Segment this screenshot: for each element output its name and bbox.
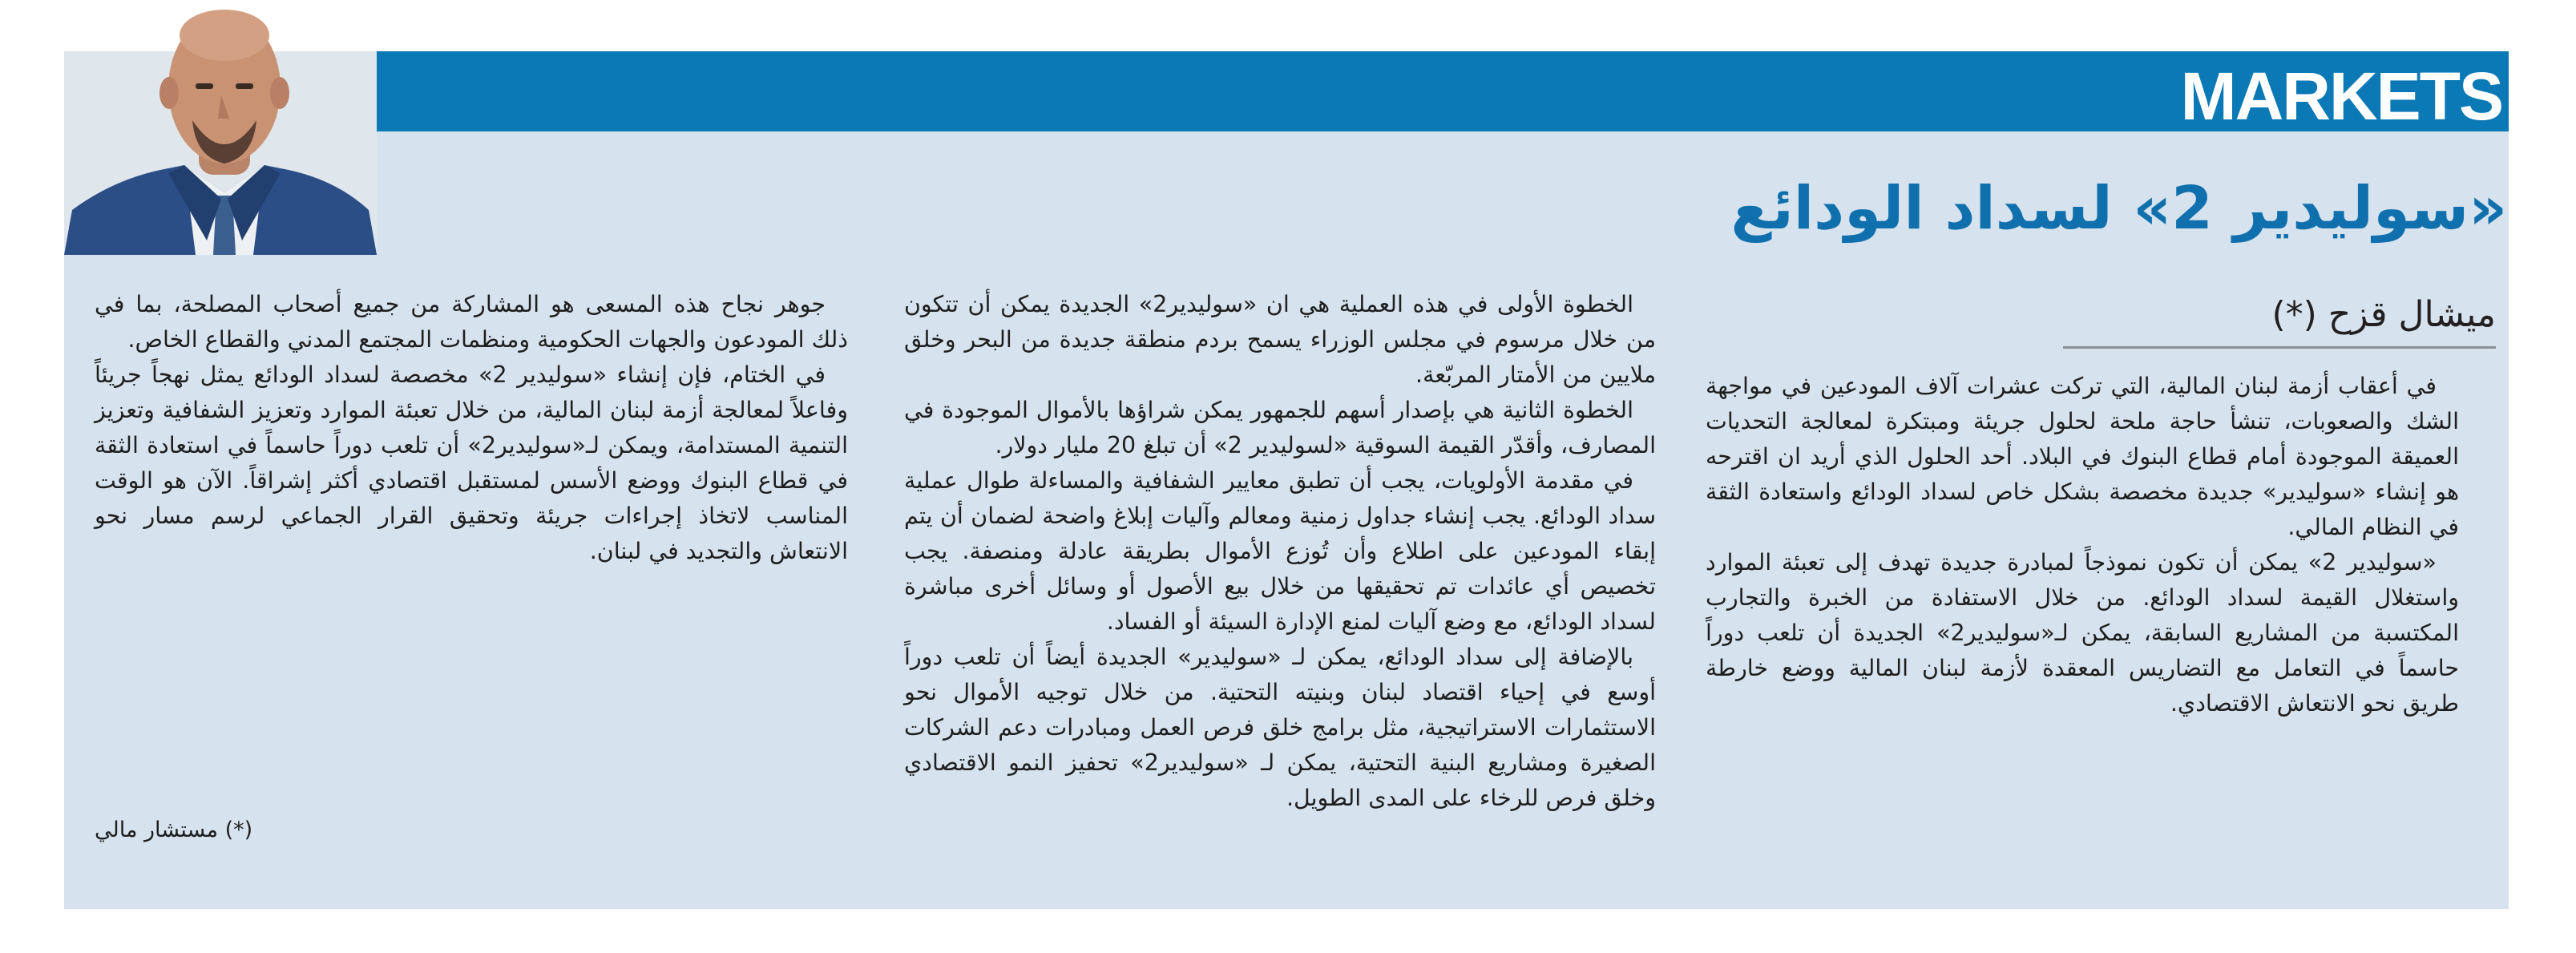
article-paragraph: بالإضافة إلى سداد الودائع، يمكن لـ «سوليدير» الجديدة أيضاً أن تلعب دوراً أوسع في إحياء اقتصاد لبنان وبنيته التحتية. من خلال توجيه الأموال نحو الاستثمارات الاستراتيجية، مثل برامج خلق فرص العمل ومبادرات دعم الشركات الصغيرة ومشاريع البنية التحتية، يمكن لـ «سوليدير2» تحفيز النمو الاقتصادي وخلق فرص للرخاء على المدى الطويل. xyxy=(904,644,1656,811)
article-column-middle xyxy=(904,287,1656,816)
article-paragraph: الخطوة الثانية هي بإصدار أسهم للجمهور يمكن شراؤها بالأموال الموجودة في المصارف، وأقدّر القيمة السوقية «لسوليدير 2» أن تبلغ 20 مليار دولار. xyxy=(904,397,1656,458)
article-paragraph: في أعقاب أزمة لبنان المالية، التي تركت عشرات آلاف المودعين في مواجهة الشك والصعوبات، تنشأ حاجة ملحة لحلول جريئة ومبتكرة لمعالجة التحديات العميقة الموجودة أمام قطاع البنوك في البلاد. أحد الحلول الذي أريد ان اقترحه هو إنشاء «سوليدير» جديدة مخصصة بشكل خاص لسداد الودائع واستعادة الثقة في النظام المالي. xyxy=(1706,373,2459,540)
article-paragraph: في الختام، فإن إنشاء «سوليدير 2» مخصصة لسداد الودائع يمثل نهجاً جريئاً وفاعلاً لمعالجة أزمة لبنان المالية، من خلال تعبئة الموارد وتعزيز الشفافية وتعزيز التنمية المستدامة، ويمكن لـ«سوليدير2» أن تلعب دوراً حاسماً في استعادة الثقة في قطاع البنوك ووضع الأسس لمستقبل اقتصادي أكثر إشراقاً. الآن هو الوقت المناسب لاتخاذ إجراءات جريئة وتحقيق القرار الجماعي لرسم مسار نحو الانتعاش والتجديد في لبنان. xyxy=(95,361,848,564)
article-headline: «سوليدير 2» لسداد الودائع xyxy=(1730,174,2507,243)
article-paragraph: «سوليدير 2» يمكن أن تكون نموذجاً لمبادرة جديدة تهدف إلى تعبئة الموارد واستغلال القيمة لسداد الودائع. من خلال الاستفادة من الخبرة والتجارب المكتسبة من المشاريع السابقة، يمكن لـ«سوليدير2» الجديدة أن تلعب دوراً حاسماً في التعامل مع التضاريس المعقدة لأزمة لبنان المالية ووضع خارطة طريق نحو الانتعاش الاقتصادي. xyxy=(1706,549,2459,717)
article-column-right xyxy=(1706,369,2459,721)
article-paragraph: جوهر نجاح هذه المسعى هو المشاركة من جميع أصحاب المصلحة، بما في ذلك المودعون والجهات الحكومية ومنظمات المجتمع المدني والقطاع الخاص. xyxy=(95,291,848,353)
article-paragraph: في مقدمة الأولويات، يجب أن تطبق معايير الشفافية والمساءلة طوال عملية سداد الودائع. يجب إنشاء جداول زمنية ومعالم وآليات إبلاغ واضحة لضمان أن يتم إبقاء المودعين على اطلاع وأن تُوزع الأموال بطريقة عادلة ومنصفة. يجب تخصيص أي عائدات تم تحقيقها من خلال بيع الأصول أو وسائل أخرى مباشرة لسداد الودائع، مع وضع آليات لمنع الإدارة السيئة أو الفساد. xyxy=(904,467,1656,635)
author-footnote: (*) مستشار مالي xyxy=(95,818,253,842)
article-column-left xyxy=(95,287,848,569)
author-photo xyxy=(64,0,377,255)
article-paragraph: الخطوة الأولى في هذه العملية هي ان «سوليدير2» الجديدة يمكن أن تتكون من خلال مرسوم في مجلس الوزراء يسمح بردم منطقة جديدة من البحر وخلق ملايين من الأمتار المربّعة. xyxy=(904,291,1656,388)
byline-divider xyxy=(2063,346,2496,349)
section-label: MARKETS xyxy=(2180,59,2502,134)
section-band xyxy=(64,51,2509,131)
author-byline: ميشال قزح (*) xyxy=(2271,294,2496,335)
